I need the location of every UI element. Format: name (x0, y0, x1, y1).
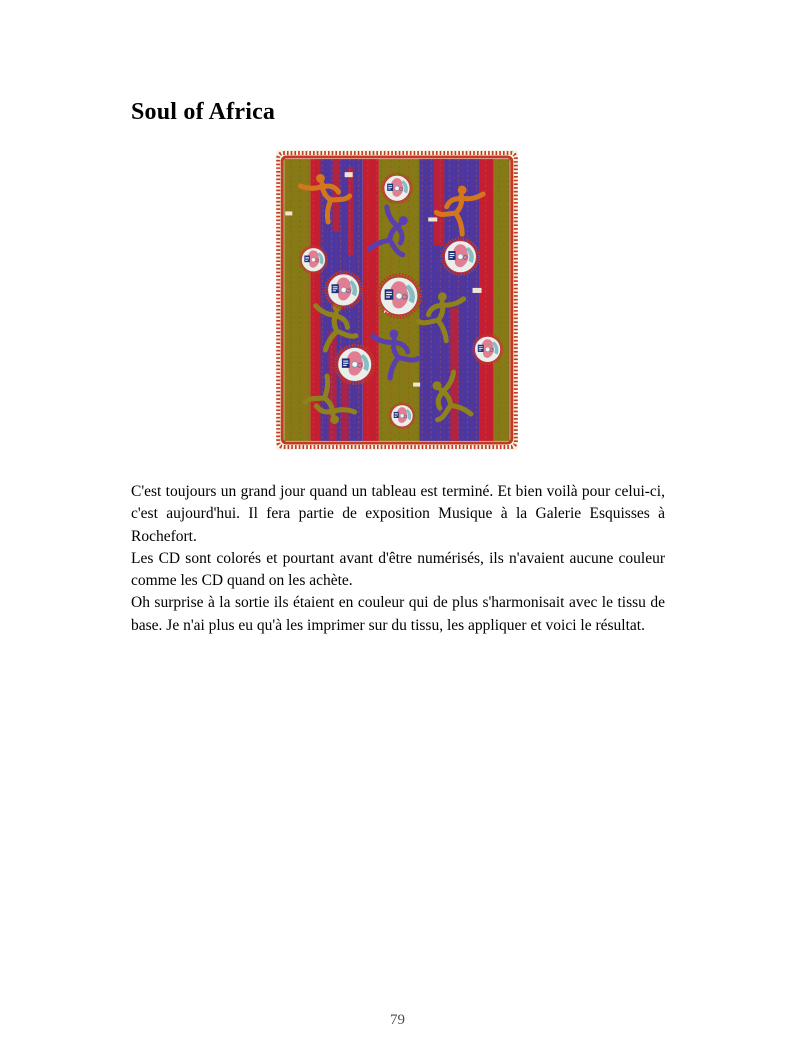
paragraph: C'est toujours un grand jour quand un tableau est terminé. Et bien voilà pour celui-ci, c'est aujourd'hui. Il fera partie de exposition Musique à la Galerie Esquisses à Rochefort. (131, 483, 665, 545)
artwork-image (276, 150, 518, 450)
paragraph: Oh surprise à la sortie ils étaient en couleur qui de plus s'harmonisait avec le tissu de base. Je n'ai plus eu qu'à les imprimer sur du tissu, les appliquer et voici le résultat. (131, 594, 665, 634)
paragraph: Les CD sont colorés et pourtant avant d'être numérisés, ils n'avaient aucune couleur comme les CD quand on les achète. (131, 549, 665, 590)
page-number: 79 (390, 1012, 405, 1028)
body-text (131, 481, 665, 637)
page-title: Soul of Africa (131, 99, 276, 125)
artwork-figure (276, 150, 518, 450)
